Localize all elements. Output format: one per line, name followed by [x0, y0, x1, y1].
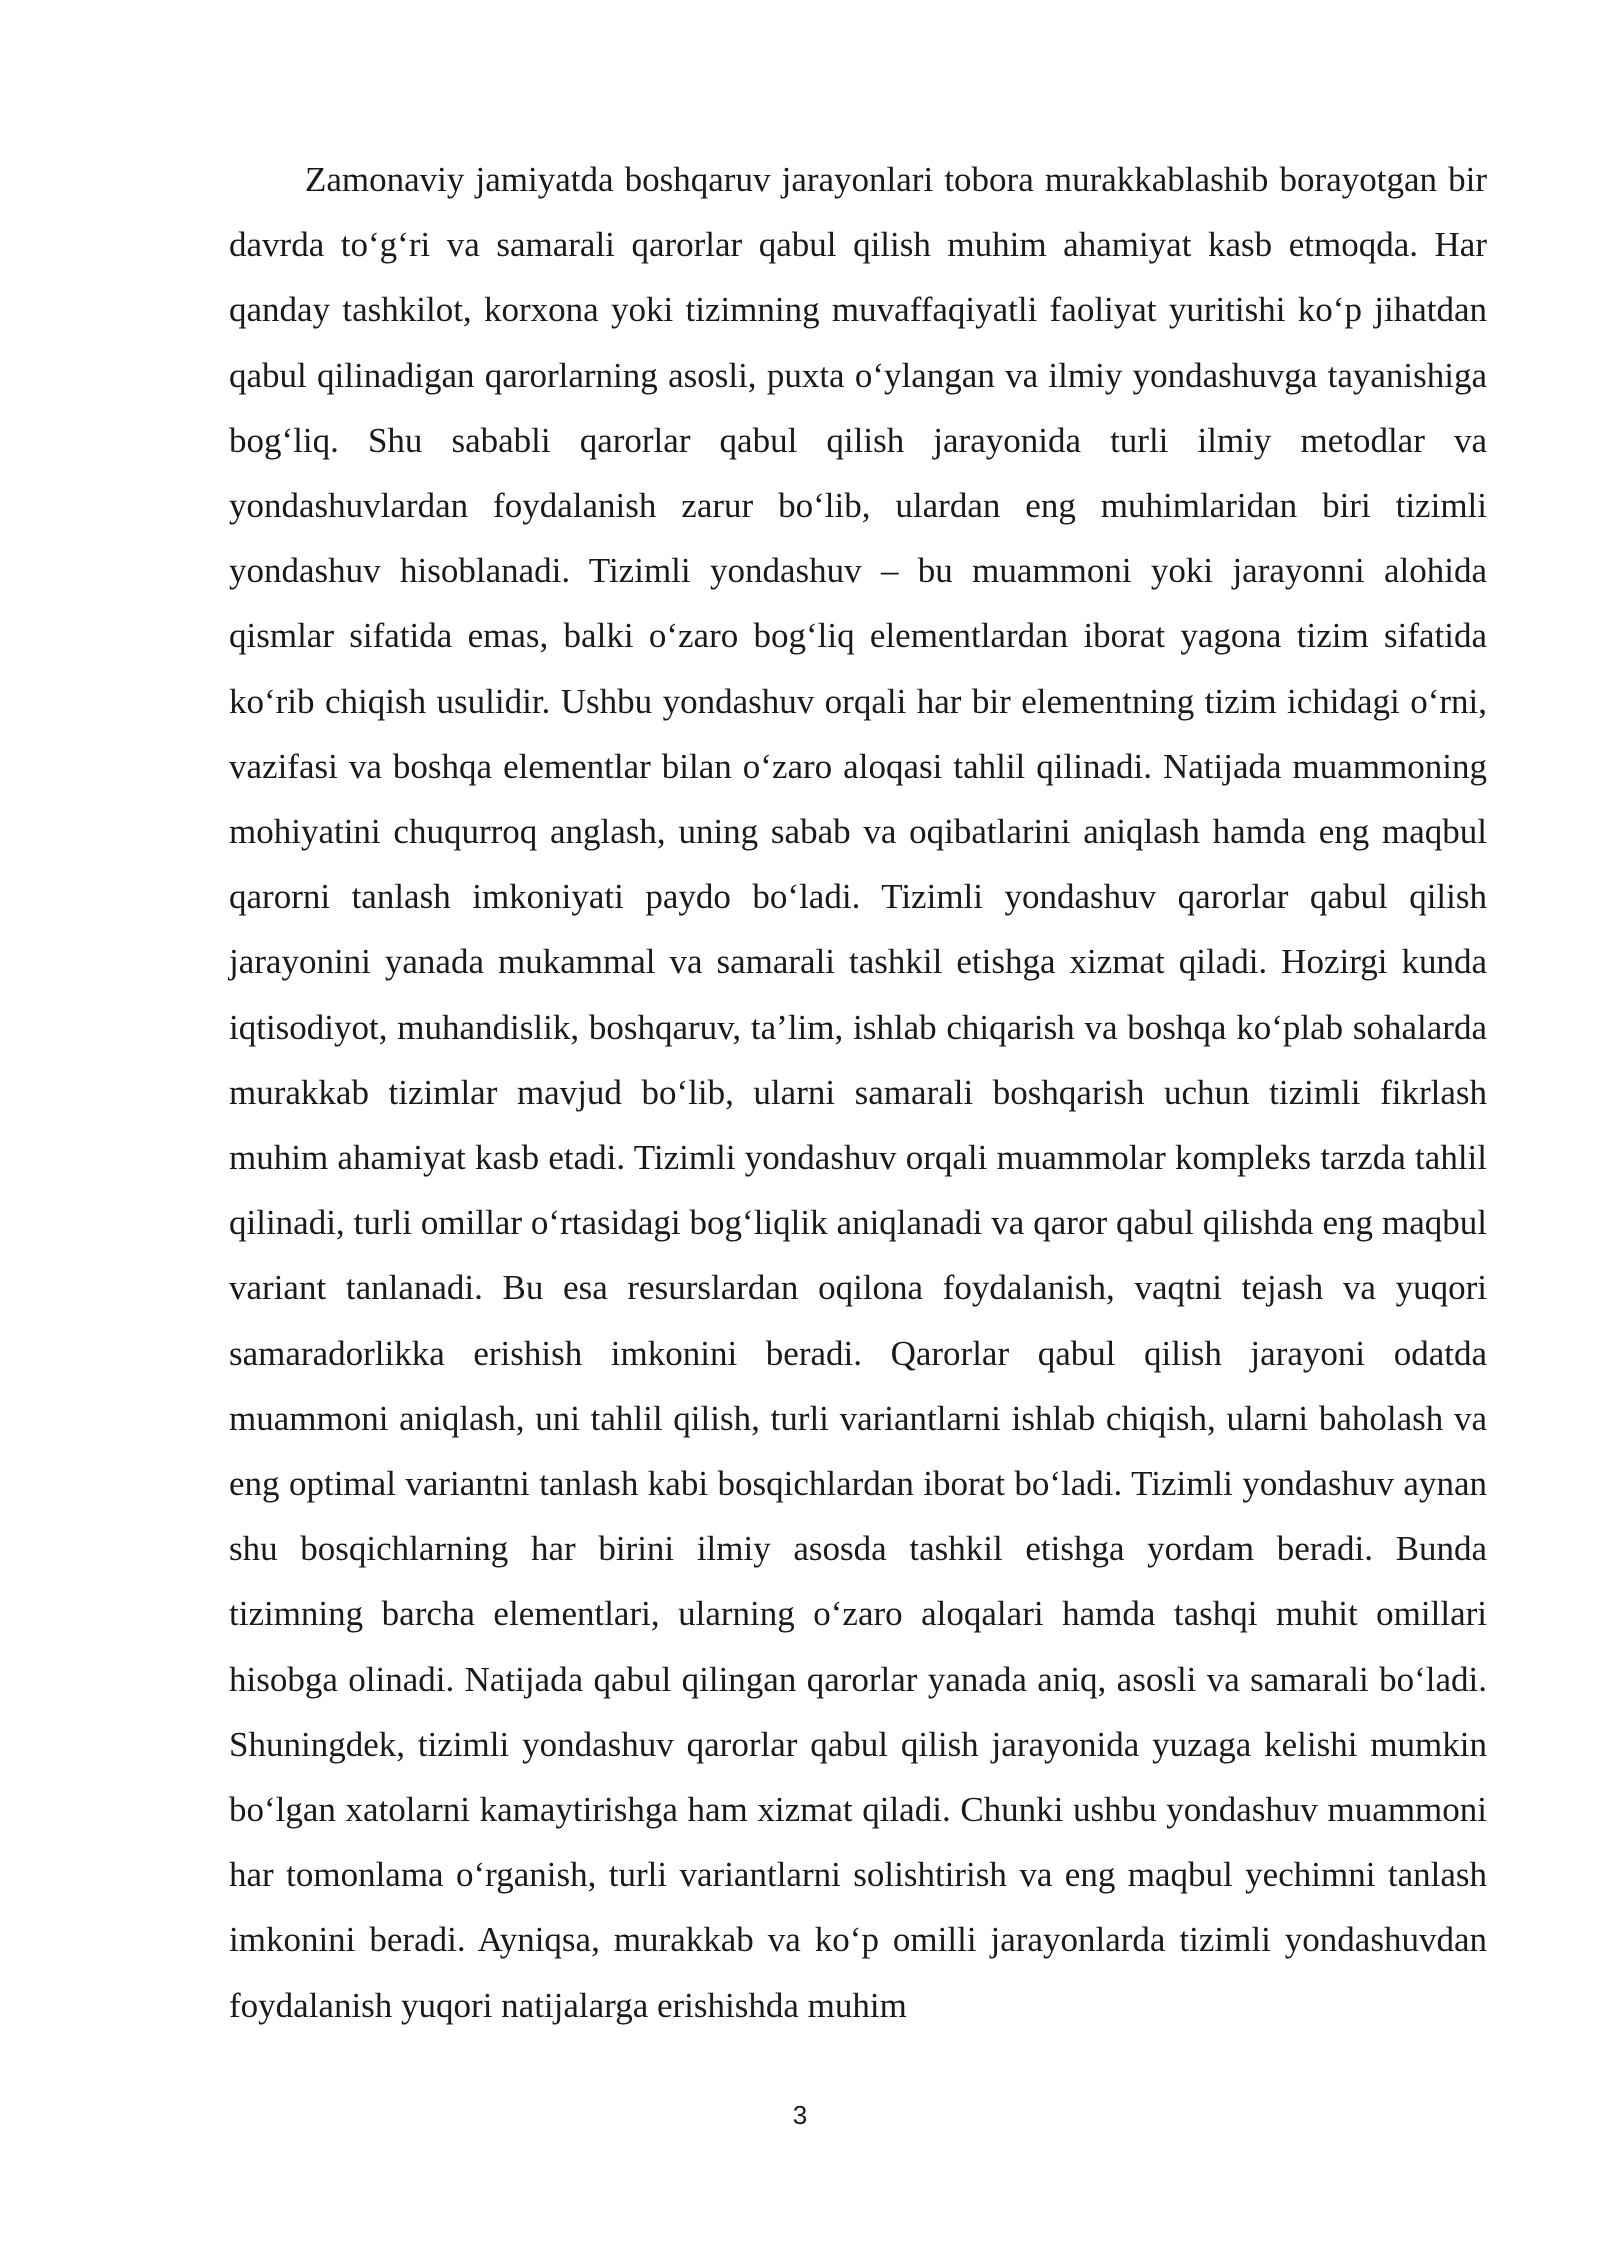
body-paragraph: Zamonaviy jamiyatda boshqaruv jarayonlari tobora murakkablashib borayotgan bir davrda to‘g‘ri va samarali qarorlar qabul qilish muhim ahamiyat kasb etmoqda. Har qanday tashkilot, korxona yoki tizimning muvaffaqiyatli faoliyat yuritishi ko‘p jihatdan qabul qilinadigan qarorlarning asosli, puxta o‘ylangan va ilmiy yondashuvga tayanishiga bog‘liq. Shu sababli qarorlar qabul qilish jarayonida turli ilmiy metodlar va yondashuvlardan foydalanish zarur bo‘lib, ulardan eng muhimlaridan biri tizimli yondashuv hisoblanadi. Tizimli yondashuv – bu muammoni yoki jarayonni alohida qismlar sifatida emas, balki o‘zaro bog‘liq elementlardan iborat yagona tizim sifatida ko‘rib chiqish usulidir. Ushbu yondashuv orqali har bir elementning tizim ichidagi o‘rni, vazifasi va boshqa elementlar bilan o‘zaro aloqasi tahlil qilinadi. Natijada muammoning mohiyatini chuqurroq anglash, uning sabab va oqibatlarini aniqlash hamda eng maqbul qarorni tanlash imkoniyati paydo bo‘ladi. Tizimli yondashuv qarorlar qabul qilish jarayonini yanada mukammal va samarali tashkil etishga xizmat qiladi. Hozirgi kunda iqtisodiyot, muhandislik, boshqaruv, ta’lim, ishlab chiqarish va boshqa ko‘plab sohalarda murakkab tizimlar mavjud bo‘lib, ularni samarali boshqarish uchun tizimli fikrlash muhim ahamiyat kasb etadi. Tizimli yondashuv orqali muammolar kompleks tarzda tahlil qilinadi, turli omillar o‘rtasidagi bog‘liqlik aniqlanadi va qaror qabul qilishda eng maqbul variant tanlanadi. Bu esa resurslardan oqilona foydalanish, vaqtni tejash va yuqori samaradorlikka erishish imkonini beradi. Qarorlar qabul qilish jarayoni odatda muammoni aniqlash, uni tahlil qilish, turli variantlarni ishlab chiqish, ularni baholash va eng optimal variantni tanlash kabi bosqichlardan iborat bo‘ladi. Tizimli yondashuv aynan shu bosqichlarning har birini ilmiy asosda tashkil etishga yordam beradi. Bunda tizimning barcha elementlari, ularning o‘zaro aloqalari hamda tashqi muhit omillari hisobga olinadi. Natijada qabul qilingan qarorlar yanada aniq, asosli va samarali bo‘ladi. Shuningdek, tizimli yondashuv qarorlar qabul qilish jarayonida yuzaga kelishi mumkin bo‘lgan xatolarni kamaytirishga ham xizmat qiladi. Chunki ushbu yondashuv muammoni har tomonlama o‘rganish, turli variantlarni solishtirish va eng maqbul yechimni tanlash imkonini beradi. Ayniqsa, murakkab va ko‘p omilli jarayonlarda tizimli yondashuvdan foydalanish yuqori natijalarga erishishda muhim: [229, 160, 1487, 2025]
page-number: 3: [792, 2100, 808, 2130]
